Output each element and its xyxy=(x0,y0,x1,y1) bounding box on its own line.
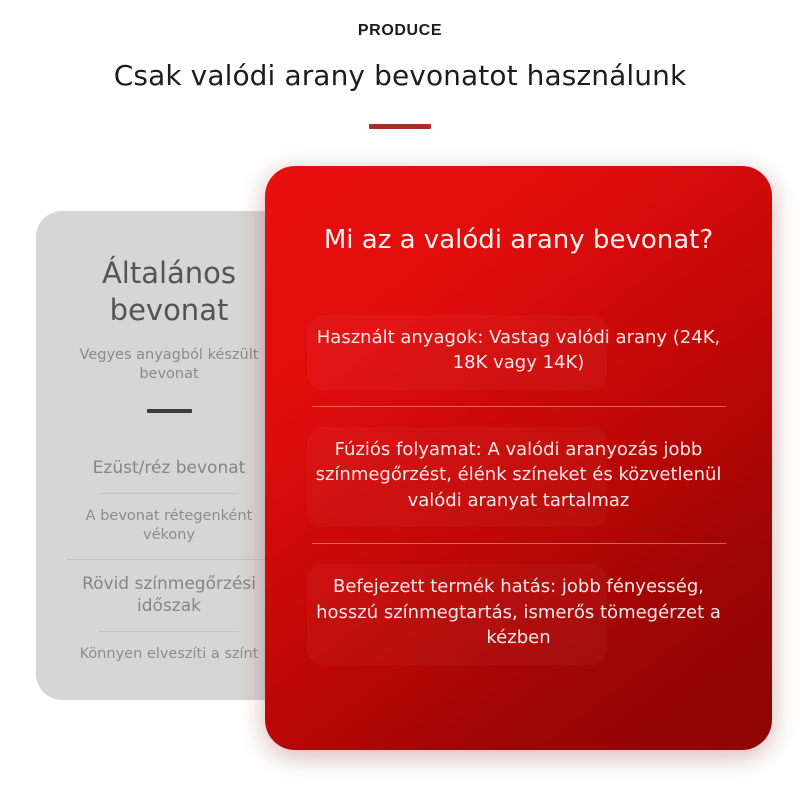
page-title: Csak valódi arany bevonatot használunk xyxy=(113,59,687,92)
list-item: A bevonat rétegenként vékony xyxy=(85,507,253,544)
list-item: Ezüst/réz bevonat xyxy=(92,457,246,478)
general-plating-list xyxy=(52,457,286,665)
list-divider xyxy=(99,631,239,632)
general-plating-rule xyxy=(147,409,192,413)
list-divider xyxy=(99,493,239,494)
list-divider xyxy=(312,543,726,544)
list-item-label: Fúziós folyamat: A valódi aranyozás jobb színmegőrzést, élénk színeket és közvetlenül valódi aranyat tartalmaz xyxy=(315,438,722,511)
general-plating-subtitle: Vegyes anyagból készült bevonat xyxy=(79,347,259,383)
real-gold-plating-title: Mi az a valódi arany bevonat? xyxy=(304,218,733,263)
real-gold-plating-card xyxy=(265,166,772,750)
list-item: Könnyen elveszíti a színt xyxy=(79,646,259,663)
list-item-label: Használt anyagok: Vastag valódi arany (24K, 18K vagy 14K) xyxy=(316,326,721,374)
list-item: Rövid színmegőrzési időszak xyxy=(82,573,256,617)
real-gold-plating-list xyxy=(295,311,742,665)
list-item-label: Befejezett termék hatás: jobb fényesség, hosszú színmegtartás, ismerős tömegérzet a kézben xyxy=(316,576,721,649)
general-plating-title: Általános bevonat xyxy=(101,256,237,328)
list-item xyxy=(295,423,742,528)
list-item xyxy=(295,311,742,390)
list-divider xyxy=(312,406,726,407)
general-plating-card xyxy=(36,211,302,700)
list-item xyxy=(295,560,742,665)
list-divider xyxy=(67,559,272,560)
eyebrow-label: PRODUCE xyxy=(357,22,443,39)
